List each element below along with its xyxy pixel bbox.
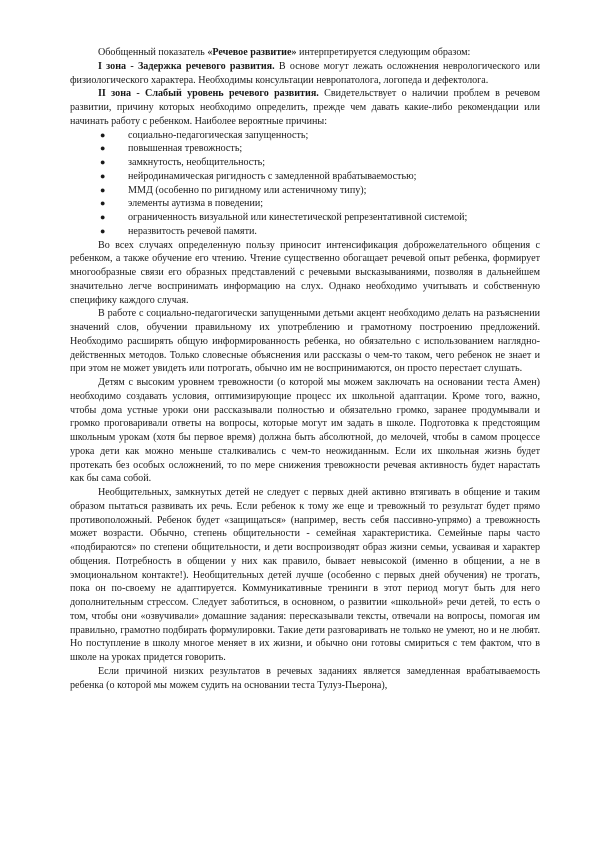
list-item <box>100 197 540 211</box>
bullet-icon: ● <box>100 212 106 222</box>
list-item <box>100 170 540 184</box>
list-item <box>100 225 540 239</box>
paragraph-uncommunicative: Необщительных, замкнутых детей не следует с первых дней активно втягивать в общение и таким образом пытаться развивать их речь. Если ребенок к тому же еще и тревожный то результат будет прямо противоположный. Ребенок будет «защищаться» (например, весть себя пассивно-упрямо) а тревожность может возрасти. Обычно, степень общительности - семейная характеристика. Семейные пары часто «подбираются» по степени общительности, и дети воспроизводят образ жизни семьи, усваивая и характер общения. Потребность в общении у них как правило, бывает невысокой (именно в общении, а не в эмоциональном контакте!). Необщительных детей лучше (особенно с первых дней обучения) не трогать, пока он по-своему не адаптируется. Коммуникативные тренинги в этот период могут быть для него дополнительным стрессом. Следует заботиться, в основном, о развитии «школьной» речи детей, то есть о том, чтобы они «озвучивали» домашние задания: пересказывали тексты, отвечали на вопросы, помогая им правильно, грамотно подбирать формулировки. Такие дети разговаривать не только не умеют, но и не любят. Но поступление в школу многое меняет в их жизни, и обычно они готовы смириться с тем фактом, что в школе на уроках придется говорить. <box>70 487 540 663</box>
zone2-heading: II зона - Слабый уровень речевого развития. <box>98 88 319 100</box>
cause-text: элементы аутизма в поведении; <box>128 198 264 210</box>
paragraph-reading: Во всех случаях определенную пользу приносит интенсификация доброжелательного общения с ребенком, а также обучение его чтению. Чтение существенно обогащает речевой опыт ребенка, формирует многообразные связи его образных представлений с речевыми высказываниями, позволяя в дальнейшем значительно легче воспринимать информацию на слух. Однако необходимо учитывать и собственную специфику каждого случая. <box>70 239 540 306</box>
list-item <box>100 156 540 170</box>
zone2-paragraph <box>70 87 540 128</box>
bullet-icon: ● <box>100 225 106 236</box>
bullet-icon: ● <box>100 184 106 195</box>
cause-text: ограниченность визуальной или кинестетической репрезентативной системой; <box>128 212 468 223</box>
bullet-icon: ● <box>100 198 106 209</box>
cause-text: неразвитость речевой памяти. <box>128 225 257 237</box>
cause-text: повышенная тревожность; <box>128 143 243 155</box>
list-item <box>100 142 540 156</box>
paragraph-slow-workup: Если причиной низких результатов в речевых заданиях является замедленная врабатываемость ребенка (о которой мы можем судить на основании теста Тулуз-Пьерона), <box>70 665 540 691</box>
intro-prefix: Обобщенный показатель <box>98 47 208 58</box>
bullet-icon: ● <box>100 170 106 181</box>
intro-paragraph <box>70 46 540 60</box>
intro-suffix: интерпретируется следующим образом: <box>296 47 471 58</box>
zone1-paragraph <box>70 60 540 88</box>
bullet-icon: ● <box>100 157 106 167</box>
cause-text: социально-педагогическая запущенность; <box>128 129 309 141</box>
list-item <box>100 184 540 198</box>
list-item <box>100 129 540 143</box>
bullet-icon: ● <box>100 129 106 140</box>
bullet-icon: ● <box>100 143 106 154</box>
cause-text: замкнутость, необщительность; <box>128 157 266 168</box>
cause-text: нейродинамическая ригидность с замедленной врабатываемостью; <box>128 170 417 182</box>
zone1-heading: I зона - Задержка речевого развития. <box>98 60 275 72</box>
intro-term: «Речевое развитие» <box>207 47 297 58</box>
cause-text: ММД (особенно по ригидному или астеничному типу); <box>128 184 367 196</box>
paragraph-anxiety: Детям с высоким уровнем тревожности (о которой мы можем заключать на основании теста Амен) необходимо создавать условия, оптимизирующие процесс их школьной адаптации. Кроме того, важно, чтобы дома устные уроки они рассказывали полностью и обязательно громко, заранее продумывали и громко проговаривали ответы на вопросы, которые могут им задать в школе. Подготовка к предстоящим школьным урокам (хотя бы первое время) должна быть абсолютной, до мелочей, чтобы в самом процессе урока дети как можно меньше сталкивались с чем-то неожиданным. Если их школьная жизнь будет протекать без особых осложнений, то по мере снижения тревожности речевая активность будет нарастать как бы сама собой. <box>70 377 540 485</box>
paragraph-neglected-children: В работе с социально-педагогически запущенными детьми акцент необходимо делать на разъяснении значений слов, обучении правильному их употреблению и грамотному построению предложений. Необходимо расширять общую информированность ребенка, но обязательно с использованием наглядно-действенных методов. Только словесные объяснения или рассказы о чем-то таком, чего ребенок не знает и при этом не может увидеть или потрогать, обычно им не воспринимаются, он просто перестает слушать. <box>70 308 540 375</box>
list-item <box>100 211 540 225</box>
causes-list <box>70 129 540 239</box>
zone2-text: Свидетельствует о наличии проблем в речевом развитии, причину которых необходимо определить, прежде чем давать какие-либо рекомендации или начинать работу с ребенком. Наиболее вероятные причины: <box>70 88 540 127</box>
zone1-text: В основе могут лежать осложнения неврологического или физиологического характера. Необходимы консультации невропатолога, логопеда и дефектолога. <box>70 60 541 86</box>
